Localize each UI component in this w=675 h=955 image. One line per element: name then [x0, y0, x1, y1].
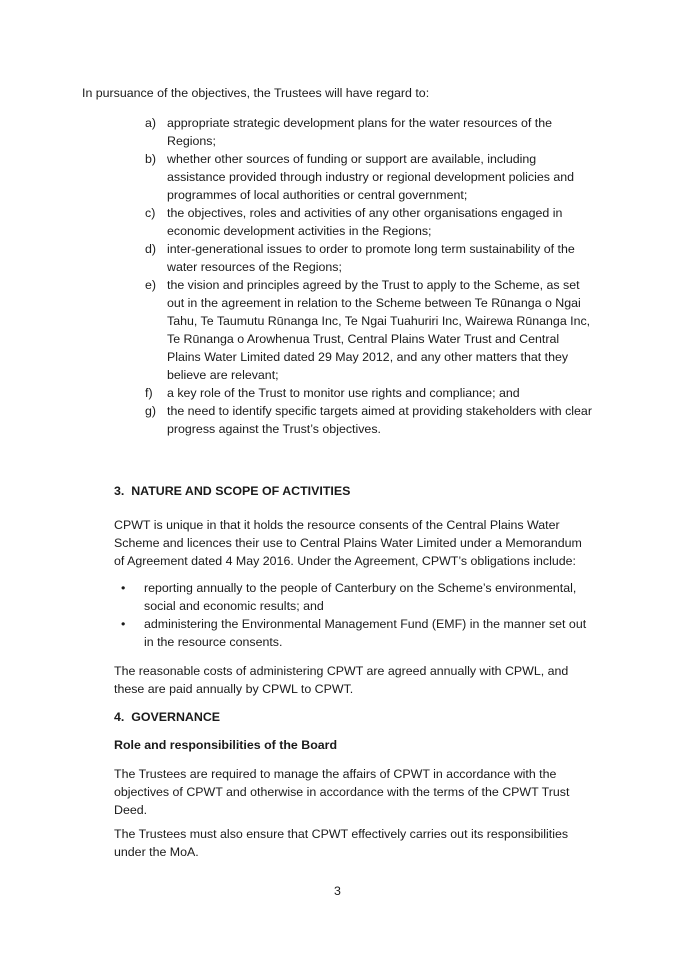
list-marker: e)	[145, 278, 157, 292]
list-item	[145, 204, 595, 240]
section-3-heading: 3. NATURE AND SCOPE OF ACTIVITIES	[114, 484, 351, 498]
section-3-paragraph-1: CPWT is unique in that it holds the resource consents of the Central Plains Water Scheme and licences their use to Central Plains Water Limited under a Memorandum of Agreement dated 4 May 2016. Under the Agreement, CPWT’s obligations include:	[114, 518, 582, 568]
list-marker: g)	[145, 404, 157, 418]
list-item-text: appropriate strategic development plans for the water resources of the Regions;	[167, 116, 553, 148]
list-marker: f)	[145, 386, 153, 400]
section-3-paragraph-2: The reasonable costs of administering CPWT are agreed annually with CPWL, and these are paid annually by CPWL to CPWT.	[114, 664, 569, 696]
intro-paragraph: In pursuance of the objectives, the Trustees will have regard to:	[82, 86, 430, 100]
section-4-heading: 4. GOVERNANCE	[114, 710, 221, 724]
section-3	[114, 482, 594, 698]
list-item-text: the vision and principles agreed by the Trust to apply to the Scheme, as set out in the agreement in relation to the Scheme between Te Rūnanga o Ngai Tahu, Te Taumutu Rūnanga Inc, Te Ngai Tuahuriri Inc, Wairewa Rūnanga Inc, Te Rūnanga o Arowhenua Trust, Central Plains Water Trust and Central Plains Water Limited dated 29 May 2012, and any other matters that they believe are relevant;	[167, 278, 591, 382]
bullet-icon: •	[121, 617, 126, 631]
list-item	[145, 402, 595, 438]
list-item	[114, 579, 594, 615]
list-item-text: the need to identify specific targets aimed at providing stakeholders with clear progress against the Trust’s objectives.	[167, 404, 592, 436]
section-4-subheading: Role and responsibilities of the Board	[114, 738, 338, 752]
list-item-text: administering the Environmental Management Fund (EMF) in the manner set out in the resource consents.	[144, 617, 587, 649]
list-item	[145, 276, 595, 384]
section-4-paragraph-1: The Trustees are required to manage the affairs of CPWT in accordance with the objectives of CPWT and otherwise in accordance with the terms of the CPWT Trust Deed.	[114, 767, 570, 817]
section-4	[114, 708, 594, 861]
list-item	[145, 384, 595, 402]
page-number: 3	[334, 884, 341, 898]
bullet-icon: •	[121, 581, 126, 595]
list-marker: b)	[145, 152, 157, 166]
list-item-text: the objectives, roles and activities of any other organisations engaged in economic development activities in the Regions;	[167, 206, 563, 238]
list-item-text: reporting annually to the people of Canterbury on the Scheme’s environmental, social and economic results; and	[144, 581, 577, 613]
list-marker: d)	[145, 242, 157, 256]
list-item	[145, 114, 595, 150]
list-item	[114, 615, 594, 651]
list-item-text: inter-generational issues to order to promote long term sustainability of the water resources of the Regions;	[167, 242, 575, 274]
section-3-bullet-list	[114, 579, 594, 651]
list-item	[145, 240, 595, 276]
list-item	[145, 150, 595, 204]
section-4-paragraph-2: The Trustees must also ensure that CPWT effectively carries out its responsibilities under the MoA.	[114, 827, 569, 859]
list-item-text: a key role of the Trust to monitor use rights and compliance; and	[167, 386, 520, 400]
regard-list	[145, 114, 595, 438]
list-marker: c)	[145, 206, 156, 220]
list-marker: a)	[145, 116, 157, 130]
list-item-text: whether other sources of funding or support are available, including assistance provided through industry or regional development policies and programmes of local authorities or central government;	[167, 152, 575, 202]
